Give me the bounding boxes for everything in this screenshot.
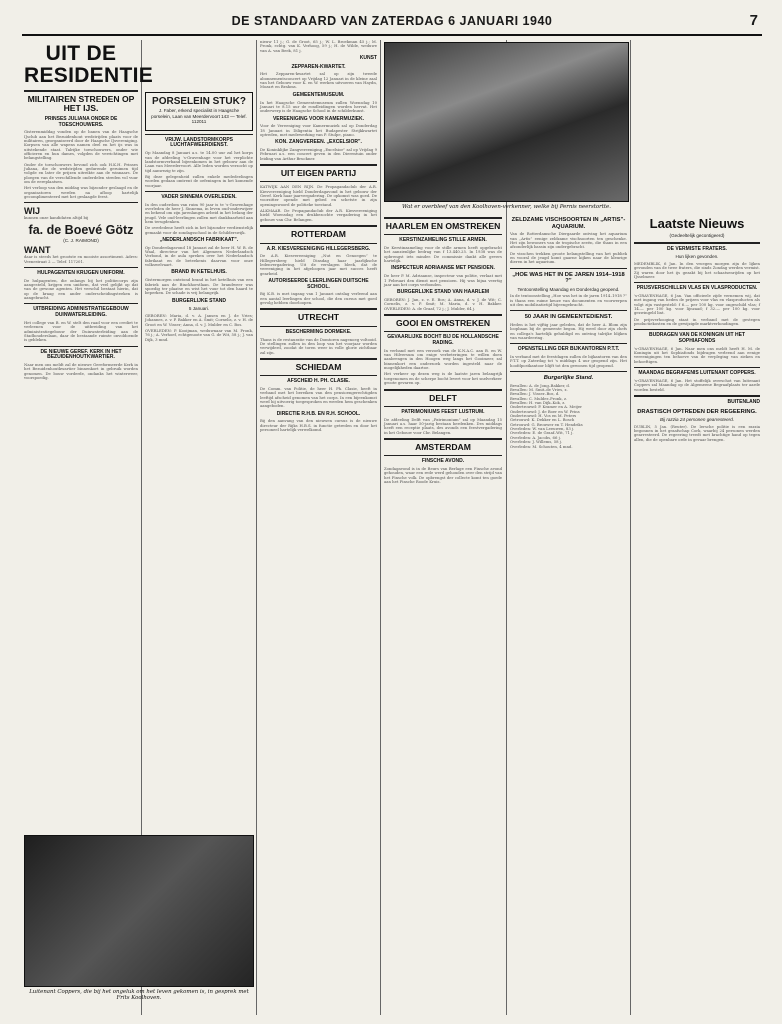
masthead [22, 14, 762, 36]
article-paragraph: De afdeeling Delft van „Patrimonium” zal op Maandag 15 Januari a.s. haar 50-jarig bestaan herdenken. Des middags heeft een receptie plaats, des avonds een feestvergadering in het Gebouw voor Chr. Belangen. [384, 416, 502, 435]
article-paragraph: De visschen trekken groote belangstelling van het publiek en vooral de jeugd komt gaarne kijken naar de kleurige dieren in het aquarium. [510, 250, 627, 265]
divider [260, 308, 377, 310]
wreck-photo-caption: Wat er overbleef van den Koolhoven-verkenner, welke bij Pernis neerstortte. [402, 204, 611, 210]
article-paragraph: In den ouderdom van ruim 90 jaar is te 's-Gravenhage overleden de heer J. Sinnema, in leven oud-onderwijzer en bekend om zijn jarenlangen arbeid in het belang der jeugd. Vele oud-leerlingen zullen met dankbaarheid aan hem terugdenken. [145, 201, 253, 225]
laatste-nieuws-subtitle: (Gedeeltelijk gecontigeerd) [669, 233, 725, 238]
list-item: Getrouwd: K. Dekker en L. Bosch [510, 417, 575, 423]
section-uit-eigen-partij: UIT EIGEN PARTIJ [280, 168, 357, 179]
divider [384, 438, 502, 440]
divider [634, 395, 760, 397]
article-paragraph: De Kerstinzameling voor de stille armen heeft opgebracht het aanzienlijke bedrag van f 13.440.25. In 1938 was de opbrengst iets minder. De commissie dankt alle gevers hartelijk. [384, 245, 502, 264]
article-paragraph: De Comm. van Politie, de heer H. Ph. Clasie, heeft in verband met het bereiken van den pensioengerechtigden leeftijd afscheid genomen van het corps. In een bijeenkomst werd hij uitvoerig toegesproken en werden hem geschenken aangeboden. [260, 386, 377, 409]
divider [260, 243, 377, 244]
divider [260, 326, 377, 327]
divider [260, 375, 377, 376]
list-item: Ondertrouwd: H. Vos en M. Peters [510, 413, 577, 419]
list-item: Ondertrouwd: J. de Boer en W. Prins [510, 408, 580, 414]
article-paragraph: Bij K.B. is met ingang van 1 Januari ontslag verleend aan een aantal leerlingen der school, die den cursus met goed gevolg hebben doorloopen. [260, 291, 377, 306]
divider [510, 343, 627, 344]
article-paragraph: Op Donderdagavond 18 Januari zal de heer H. W. B. de Waal, directeur van het Algemeen Nederlandsch Verbond, in de aula spreken over het Nederlandsch fabrikaat en de beteekenis daarvan voor onze volkswelvaart. [145, 244, 253, 268]
article-paragraph: Naar men ons meldt zal de nieuwe Gereformeerde Kerk in het Bezuidenhoutkwartier binnenkort in gebruik worden genomen. De bouw vorderde, ondanks het winterweer, voorspoedig. [24, 361, 138, 380]
ad-wij: WIJ [24, 206, 41, 217]
divider [510, 371, 627, 372]
headline-finsche-avond: FINSCHE AVOND. [421, 458, 465, 465]
advertisement-boeve-gotz [24, 206, 138, 264]
divider [384, 314, 502, 316]
article-paragraph: In verband met een verzoek van de K.N.A.C. aan B. en W. van Hilversum om enige verbeteringen te willen doen aanbrengen in den Hoogen weg langs het Gooimeer, zal binnenkort een onderzoek worden ingesteld naar de mogelijkheden daartoe. [384, 347, 502, 371]
section-gooi: GOOI EN OMSTREKEN [395, 317, 491, 328]
list-item: Bevallen: J. Visser–Bos, d. [510, 391, 560, 397]
divider [260, 164, 377, 166]
headline-vischsoorten: ZELDZAME VISCHSOORTEN IN „ARTIS”-AQUARIUM. [511, 217, 626, 230]
list-item: Bevallen: C. Mulder–Pronk, z. [510, 395, 568, 401]
article-paragraph: Het Zepparen-kwartet zal op zijn tweede abonnementsconcert op Vrijdag 12 Januari in de kleine zaal van het Gebouw voor K. en W. werken uitvoeren van Haydn, Mozart en Brahms. [260, 71, 377, 90]
headline-burgerlijke-stand-haarlem: BURGERLIJKE STAND VAN HAARLEM [396, 289, 490, 296]
divider [510, 310, 627, 311]
article-paragraph: 's-GRAVENHAGE, 6 Jan. Het stoffelijk overschot van luitenant Coppers zal Maandag op de Algemeene Begraafplaats ter aarde worden besteld. [634, 377, 760, 392]
article-paragraph: Het college van B. en W. stelt den raad voor een crediet te verleenen voor de uitbreiding van het administratiegebouw der Duinwaterleiding aan de Stadhouderslaan, daar de bestaande ruimte onvoldoende is gebleken. [24, 319, 138, 343]
headline-kamermuziek: VEREENIGING VOOR KAMERMUZIEK. [272, 115, 365, 122]
subheadline-razzia: Bij razzia 24 personen gearresteerd. [659, 417, 735, 423]
divider [384, 217, 502, 219]
newspaper-title: DE STANDAARD VAN ZATERDAG 6 JANUARI 1940 [231, 14, 553, 28]
divider [384, 331, 502, 332]
section-laatste-nieuws: Laatste Nieuws [649, 216, 745, 231]
divider [384, 455, 502, 456]
headline-landstorm: VRIJW. LANDSTORMKORPS LUCHTAFWEERDIENST. [165, 136, 233, 149]
divider [384, 406, 502, 407]
article-paragraph: MEDEMBLIK, 6 Jan. In den vroegen morgen zijn de lijken gevonden van de twee fraters, die sinds Zondag werden vermist. Zij waren door het ijs gezakt bij het schaatsenrijden op het IJsselmeer. [634, 260, 760, 279]
divider [260, 358, 377, 360]
article-paragraph: 's-GRAVENHAGE, 6 Jan. Van officieele zijde vernemen wij, dat met ingang van heden de prijzen voor vlas en vlasproducten als volgt zijn vastgesteld: f 6.— per 100 kg. voor ongeschild vlas; f 14.— per 100 kg. voor lijnzaad; f 32.— per 100 kg. voor gezwingeld lint. [634, 292, 760, 316]
headline-leerlingen: AUTORISEERDE LEERLINGEN DUITSCHE SCHOOL. [268, 278, 369, 290]
list-item: Overleden: M. Schouten, 4 mnd. [510, 443, 573, 449]
headline-uitbreiding: UITBREIDING ADMINISTRATIEGEBOUW DUINWATERLEIDING. [33, 306, 129, 319]
column-3 [260, 40, 377, 1015]
article-paragraph: GEBOREN: J. Jan, z. v. E. Bos; A. Anna, d. v. J. de Wit; C. Cornelis, z. v. P. Smit; M. Maria, d. v. H. Bakker. OVERLEDEN: A. de Graaf, 72 j.; J. Mulder, 64 j. [384, 296, 502, 311]
divider [634, 329, 760, 330]
list-item: Overleden: J. Willems, 58 j. [510, 439, 563, 445]
ad-wij-text: kunnen onze kandidaten altijd bij [24, 215, 89, 221]
column-rule [380, 40, 381, 1015]
wreck-photo [384, 42, 629, 202]
headline-hulpagenten: HULPAGENTEN KRIJGEN UNIFORM. [37, 270, 125, 276]
article-paragraph: De A.R. Kiesvereeniging „Nut en Genoegen” te Hillegersberg hield Dinsdag haar jaarlijksche ledenvergadering. Uit de verslagen bleek, dat de vereeniging in het afgeloopen jaar met succes heeft gearbeid. [260, 253, 377, 276]
article-paragraph: Op Maandag 8 Januari a.s. te 14.00 uur zal het korps van de afdeeling 's-Gravenhage voor het verplichte landstormverband bijeenkomen in het gebouw aan de Laan van Meerdervoort. Alle leden worden verzocht op tijd aanwezig te zijn. [145, 150, 253, 173]
article-paragraph: Onder de toeschouwers bevond zich ook H.K.H. Prinses Juliana, die de wedstrijden gedurende geruimen tijd volgde en later de prijzen uitreikte aan de winnaars. De ploegen van de verschillende onderdelen streden vol vuur om de eereplaatsen. [24, 161, 138, 184]
article-paragraph: Bij den aanvang van den nieuwen cursus is de nieuwe directeur der Rijks H.B.S. in functie getreden en door het personeel hartelijk verwelkomd. [260, 418, 377, 433]
section-schiedam: SCHIEDAM [295, 361, 342, 372]
ad-want: WANT [24, 245, 51, 256]
article-paragraph: In de tentoonstelling „Hoe was het in de jaren 1914–1918 ?” is thans een ruime keuze van documenten en voorwerpen uit den mobilisatietijd bijeengebracht. [510, 293, 627, 308]
section-amsterdam: AMSTERDAM [415, 442, 471, 452]
headline-burgerlijke-stand: BURGERLIJKE STAND [171, 297, 227, 304]
coppers-photo [24, 835, 254, 987]
stand-date: 5 Januari. [188, 306, 210, 312]
divider [384, 389, 502, 391]
article-paragraph: Het verloop van den middag was bijzonder geslaagd en de organisatoren werden na afloop hartelijk gecomplimenteerd met het geslaagde feest. [24, 185, 138, 200]
column-5 [510, 214, 627, 1014]
headline-afscheid-clasie: AFSCHEID H. PH. CLASIE. [287, 378, 350, 385]
headline-directie: DIRECTIE R.H.B. EN R.H. SCHOOL. [276, 410, 361, 417]
column-4 [384, 214, 502, 1014]
article-paragraph: De hulpagenten, die onlangs bij het politiecorps zijn aangesteld, krijgen een uniform, dat veel gelijkt op dat van de gewone agenten. Het verschil bestaat hierin, dat op de kraag een ander onderscheidingsteeken is aangebracht. [24, 277, 138, 301]
article-paragraph: In het Haagsche Gemeentemuseum zullen Woensdag 10 Januari te 8.15 uur de rondleidingen worden hervat. Het onderwerp is de Haagsche School in de schilderkunst. [260, 99, 377, 114]
headline-brand: BRAND IN KETELHUIS. [171, 269, 227, 276]
article-paragraph: Van de Rotterdamsche Diergaarde ontving het aquarium van „Artis” eenige zeldzame vischsoorten ten geschenke. Het zijn bewoners van de tropische zeeën, die thans in een afzonderlijk bassin zijn ondergebracht. [510, 231, 627, 250]
list-item: Bevallen: M. Smit–de Vries, z. [510, 387, 568, 393]
ad-company-name: fa. de Boevé Götz [28, 222, 134, 237]
headline-gemeentemuseum: GEMEENTEMUSEUM. [292, 91, 345, 98]
divider [24, 90, 138, 92]
section-buitenland: BUITENLAND [727, 398, 760, 405]
list-item: Ondertrouwd: P. Kramer en A. Meijer [510, 404, 582, 410]
article-paragraph: GEBOREN: Maria, d. v. A. Jansen en J. de Vries; Johannes, z. v. P. Bakker en A. Smit; Cornelis, z. v. H. de Groot en W. Visser; Anna, d. v. J. Mulder en C. Bos. [145, 312, 253, 327]
section-delft: DELFT [429, 392, 457, 403]
article-paragraph: Bij deze gelegenheid zullen enkele mededeelingen worden gedaan omtrent de oefeningen in het komende voorjaar. [145, 173, 253, 188]
divider [24, 202, 138, 203]
column-6 [634, 214, 760, 1014]
headline-vermiste-fraters: DE VERMISTE FRATERS. [667, 245, 727, 252]
headline-vader-sinnema: VADER SINNEMA OVERLEDEN. [161, 193, 237, 200]
section-utrecht: UTRECHT [297, 312, 340, 323]
divider [384, 234, 502, 235]
divider [260, 225, 377, 227]
ad-want-text: daar is steeds het grootste en mooiste assortiment. Adres: Veenestraat 2 — Telef. 117201. [24, 254, 138, 264]
article-paragraph: In verband met de feestdagen zullen de bijkantoren van den P.T.T. op Zaterdag tot 's middags 4 uur geopend zijn. Het hoofdpostkantoor blijft tot den gewonen tijd geopend. [510, 354, 627, 368]
section-rotterdam: ROTTERDAM [291, 229, 346, 240]
subheadline-lijken: Hun lijken gevonden. [675, 254, 719, 260]
porselein-text: J. Faber, erkend specialist in Haagsche porselein, Laan van Meerdervoort 143 — Telef. 112011 [151, 108, 247, 125]
headline-50-jaar: 50 JAAR IN GEMEENTEDIENST. [524, 314, 613, 321]
porselein-notice [145, 92, 253, 131]
list-item: Getrouwd: G. Brouwer en T. Hendriks [510, 421, 583, 427]
headline-inspecteur: INSPECTEUR ADRIAANSE MET PENSIOEN. [391, 265, 495, 272]
headline-patrimonium: PATRIMONIUMS FEEST LUSTRUM. [401, 408, 485, 415]
headline-ptt: OPENSTELLING DER BIJKANTOREN P.T.T. [517, 346, 620, 353]
headline-burgerlijke-stand-col5: Burgerlijke Stand. [543, 375, 594, 382]
divider [24, 303, 138, 304]
article-paragraph: Gistermorgen ontstond brand in het ketelhuis van een fabriek aan de Binckhorstlaan. De brandweer was spoedig ter plaatse en wist het vuur tot den haard te beperken. De schade is vrij belangrijk. [145, 277, 253, 296]
page-number: 7 [749, 12, 758, 29]
article-paragraph: Heden is het vijftig jaar geleden, dat de heer A. Blom zijn loopbaan bij de gemeente begon. Hij werd door zijn chefs en collega's hartelijk gehuldigd en ontving talrijke blijken van waardeering. [510, 322, 627, 341]
column-2 [145, 40, 253, 830]
divider [634, 242, 760, 244]
article-paragraph: De overledene heeft zich in het bijzonder verdienstelijk gemaakt voor de zondagsschool in de Schilderswijk. [145, 225, 253, 235]
article-paragraph: Gisterenmiddag vonden op de banen van de Haagsche IJsclub aan het Bezuidenhout wedstrijden plaats voor de militairen, georganiseerd door de Haagsche IJsvereniging. Korpsen van alle wapens namen deel en het ijs was in uitstekende staat. Talrijke toeschouwers, onder wie officieren en hun dames, volgden de verrichtingen met belangstelling. [24, 129, 138, 161]
headline-zepparen: ZEPPAREN-KWARTET. [291, 63, 346, 70]
list-item: Overleden: W. van Leeuwen, 83 j. [510, 426, 575, 432]
article-paragraph: Het verkeer op dezen weg is de laatste jaren belangrijk toegenomen en de scherpe bocht levert voor het snelverkeer groote gevaren op. [384, 371, 502, 386]
coppers-photo-block [24, 835, 254, 1005]
list-item: Overleden: E. de Graaf–Wit, 71 j. [510, 430, 574, 436]
article-paragraph: Voor de Vereeniging voor Kamermuziek zal op Donderdag 18 Januari in Diligentia het Budapester Strijkkwartet optreden, met medewerking van P. Stulpe, piano. [260, 123, 377, 137]
headline-prijsverschillen: PRIJSVERSCHILLEN VLAS EN VLASPRODUCTEN. [636, 285, 758, 292]
headline-nederlandsch-fabrikaat: „NEDERLANDSCH FABRIKAAT”. [159, 237, 239, 244]
list-item: Bevallen: A. de Jong–Bakker, d. [510, 382, 571, 388]
divider [145, 191, 253, 192]
porselein-title: PORSELEIN STUK? [152, 96, 246, 107]
headline-kerk: DE NIEUWE GEREF. KERK IN HET BEZUIDENHOUTKWARTIER. [40, 348, 122, 361]
section-haarlem: HAARLEM EN OMSTREKEN [385, 221, 501, 231]
article-paragraph: Thans is de restauratie van de Domtoren nagenoeg voltooid. De stellingen zullen in den loop van het voorjaar worden verwijderd, zoodat de toren weer in volle glorie zichtbaar zal zijn. [260, 336, 377, 355]
article-paragraph: De prijsverhooging staat in verband met de gestegen productiekosten en de gewijzigde marktverhoudingen. [634, 316, 760, 327]
article-paragraph: KATWIJK AAN DEN RIJN. De Propagandaclub der A.R. Kiesvereeniging hield Donderdagavond in het gebouw der Geref. Kerk haar jaarvergadering. De opkomst was goed. De voorzitter opende met gebed en schetste in zijn openingswoord de politieke toestand. [260, 184, 377, 207]
headline-sophiafonds: BUDRAGEN VAN DE KONINGIN UIT HET SOPHIAFONDS [648, 332, 746, 345]
headline-dormeke: BESCHERMING DORMEKE. [285, 328, 352, 335]
headline-drastisch-optreden: DRASTISCH OPTREDEN DER REGEERING. [637, 408, 757, 415]
article-paragraph: OVERLEDEN: P. Kooijman, weduwnaar van M. Pronk, 76 j.; A. Verhoef, echtgenoote van G. de Wit, 58 j.; J. van Dijk, 3 mnd. [145, 327, 253, 342]
divider [260, 181, 377, 182]
headline-kerstinzameling: KERSTINZAMELING STILLE ARMEN. [399, 237, 487, 244]
article-paragraph: Zondagavond is in de Beurs van Berlage een Finsche avond gehouden, waar een rede werd gehouden over den strijd van het Finsche volk. De opbrengst der collecte komt ten goede aan het Finsche Roode Kruis. [384, 466, 502, 485]
article-paragraph: De Koninklijke Zangvereeniging „Excelsior” zal op Vrijdag 9 Februari a.s. een concert geven in den Dierentuin onder leiding van Arthur Bruckner. [260, 146, 377, 161]
headline-begrafenis-coppers: MAANDAG BEGRAFENIS LUITENANT COPPERS. [638, 370, 756, 377]
divider [145, 134, 253, 135]
headline-excelsior: KON. ZANGVEREEN. „EXCELSIOR”. [275, 139, 362, 146]
divider [634, 282, 760, 283]
column-rule [256, 40, 257, 1015]
burgerlijke-stand-list [510, 384, 627, 449]
list-item: Bevallen: H. van Dijk–Kok, z. [510, 400, 566, 406]
list-item: Overleden: A. Jacobs, 66 j. [510, 434, 561, 440]
headline-kiesvereeniging: A.R. KIESVEREENIGING HILLEGERSBERG. [266, 245, 371, 252]
article-paragraph: 's-GRAVENHAGE, 6 Jan. Naar men ons meldt heeft H. M. de Koningin uit het Sophiafonds bijdragen verleend aan eenige vereenigingen ten behoeve van de verpleging van zieken en behoeftigen. [634, 345, 760, 364]
coppers-photo-caption: Luitenant Coppers, die bij het ongeluk om het leven gekomen is, in gesprek met Frits Koolhoven. [29, 989, 249, 1002]
section-title-residentie: UIT DE RESIDENTIE [24, 42, 154, 87]
section-kunst: KUNST [359, 55, 377, 62]
headline-bocht: GEVAARLIJKE BOCHT BIJ DE HOLLANDSCHE RADING. [387, 334, 499, 347]
subheadline-tentoonstelling: Tentoonstelling Maandag en Donderdag geopend. [517, 286, 620, 292]
article-paragraph: De heer P. M. Adriaanse, inspecteur van politie, verlaat met 1 Februari den dienst met pensioen. Hij was bijna veertig jaar aan het corps verbonden. [384, 273, 502, 287]
divider [24, 346, 138, 347]
article-paragraph: DUBLIN, 5 Jan. (Reuter). De Iersche politie is een razzia begonnen in het graafschap Cork, waarbij 24 personen werden gearresteerd. De regeering treedt met krachtige hand op tegen allen, die de openbare orde in gevaar brengen. [634, 423, 760, 442]
article-paragraph: nieuw 11 j.; G. de Groot, 65 j.; W. L. Broekman 45 j.; M. Pronk, echtg. van K. Verhoog, 59 j.; H. de Wilde, weduwe van A. van Beek, 81 j. [260, 39, 377, 53]
divider [634, 367, 760, 368]
column-rule [630, 40, 631, 1015]
wreck-photo-block [384, 42, 629, 212]
headline-militairen: MILITAIREN STREDEN OP HET IJS. [27, 94, 135, 114]
divider [510, 268, 627, 269]
divider [24, 267, 138, 268]
headline-hoe-was-het: „HOE WAS HET IN DE JAREN 1914–1918 ?” [512, 271, 625, 285]
article-paragraph: ALKMAAR. De Propagandaclub der A.R. Kiesvereeniging hield Woensdag een drukbezochte vergadering in het gebouw van Chr. Belangen. [260, 208, 377, 222]
subheadline-prinses: PRINSES JULIANA ONDER DE TOESCHOUWERS. [44, 115, 118, 128]
ad-company-sub: (C. J. RAIMOND) [63, 237, 99, 243]
